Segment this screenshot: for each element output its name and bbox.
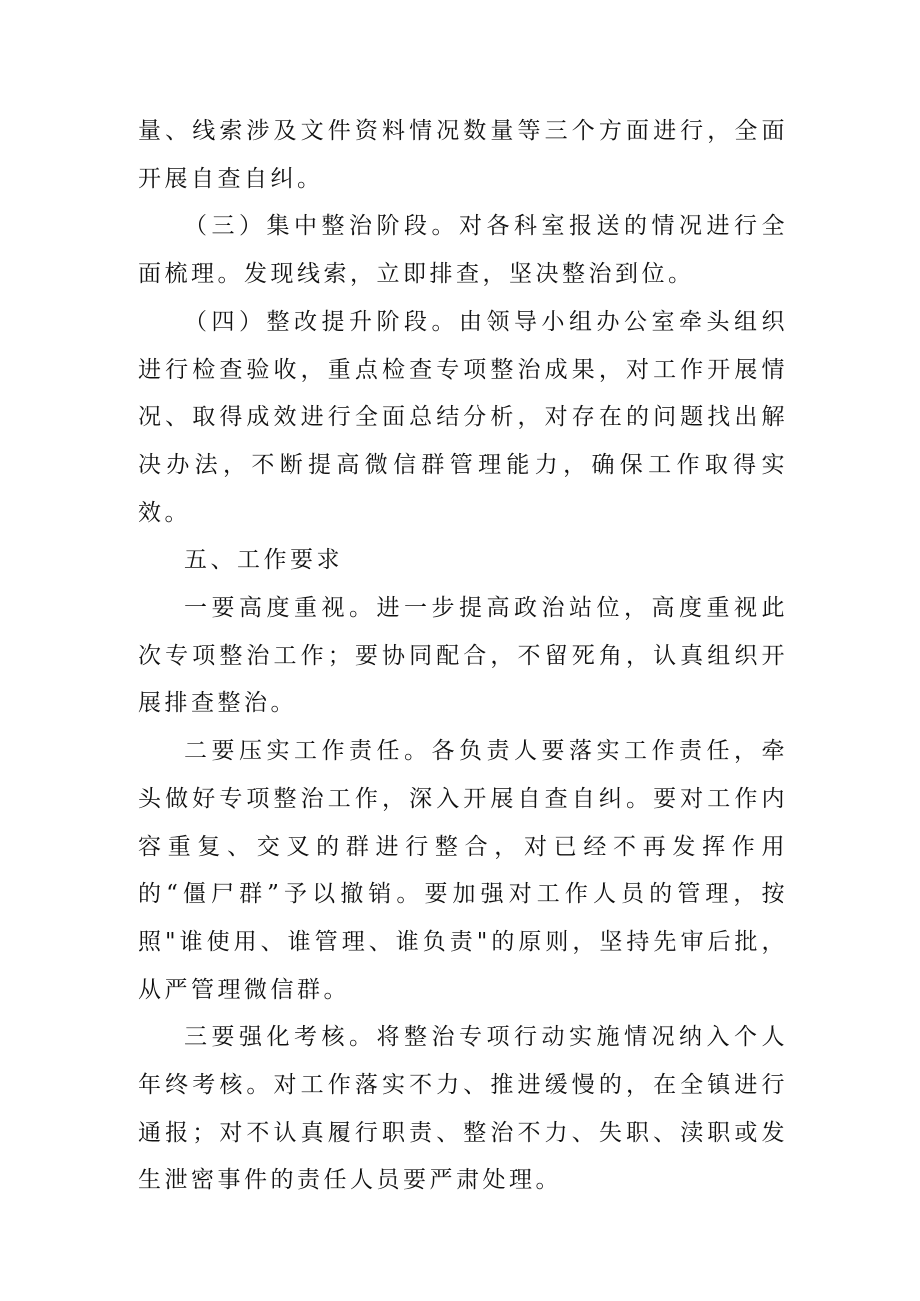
paragraph-continuation: 量、线索涉及文件资料情况数量等三个方面进行，全面开展自查自纠。	[138, 118, 788, 192]
paragraph-requirement-one: 一要高度重视。进一步提高政治站位，高度重视此次专项整治工作；要协同配合，不留死角，认真组织开展排查整治。	[138, 595, 788, 717]
paragraph-requirement-three: 三要强化考核。将整治专项行动实施情况纳入个人年终考核。对工作落实不力、推进缓慢的，在全镇进行通报；对不认真履行职责、整治不力、失职、渎职或发生泄密事件的责任人员要严肃处理。	[138, 1024, 788, 1194]
paragraph-stage-three: （三）集中整治阶段。对各科室报送的情况进行全面梳理。发现线索，立即排查，坚决整治到位。	[138, 213, 788, 288]
section-heading-work-requirements: 五、工作要求	[184, 547, 343, 574]
document-body	[138, 108, 788, 1205]
paragraph-requirement-two: 二要压实工作责任。各负责人要落实工作责任，牵头做好专项整治工作，深入开展自查自纠。要对工作内容重复、交叉的群进行整合，对已经不再发挥作用的“僵尸群”予以撤销。要加强对工作人员的管理，按照"谁使用、谁管理、谁负责"的原则，坚持先审后批，从严管理微信群。	[138, 738, 788, 1003]
paragraph-stage-four: （四）整改提升阶段。由领导小组办公室牵头组织进行检查验收，重点检查专项整治成果，对工作开展情况、取得成效进行全面总结分析，对存在的问题找出解决办法，不断提高微信群管理能力，确保工作取得实效。	[138, 308, 788, 526]
